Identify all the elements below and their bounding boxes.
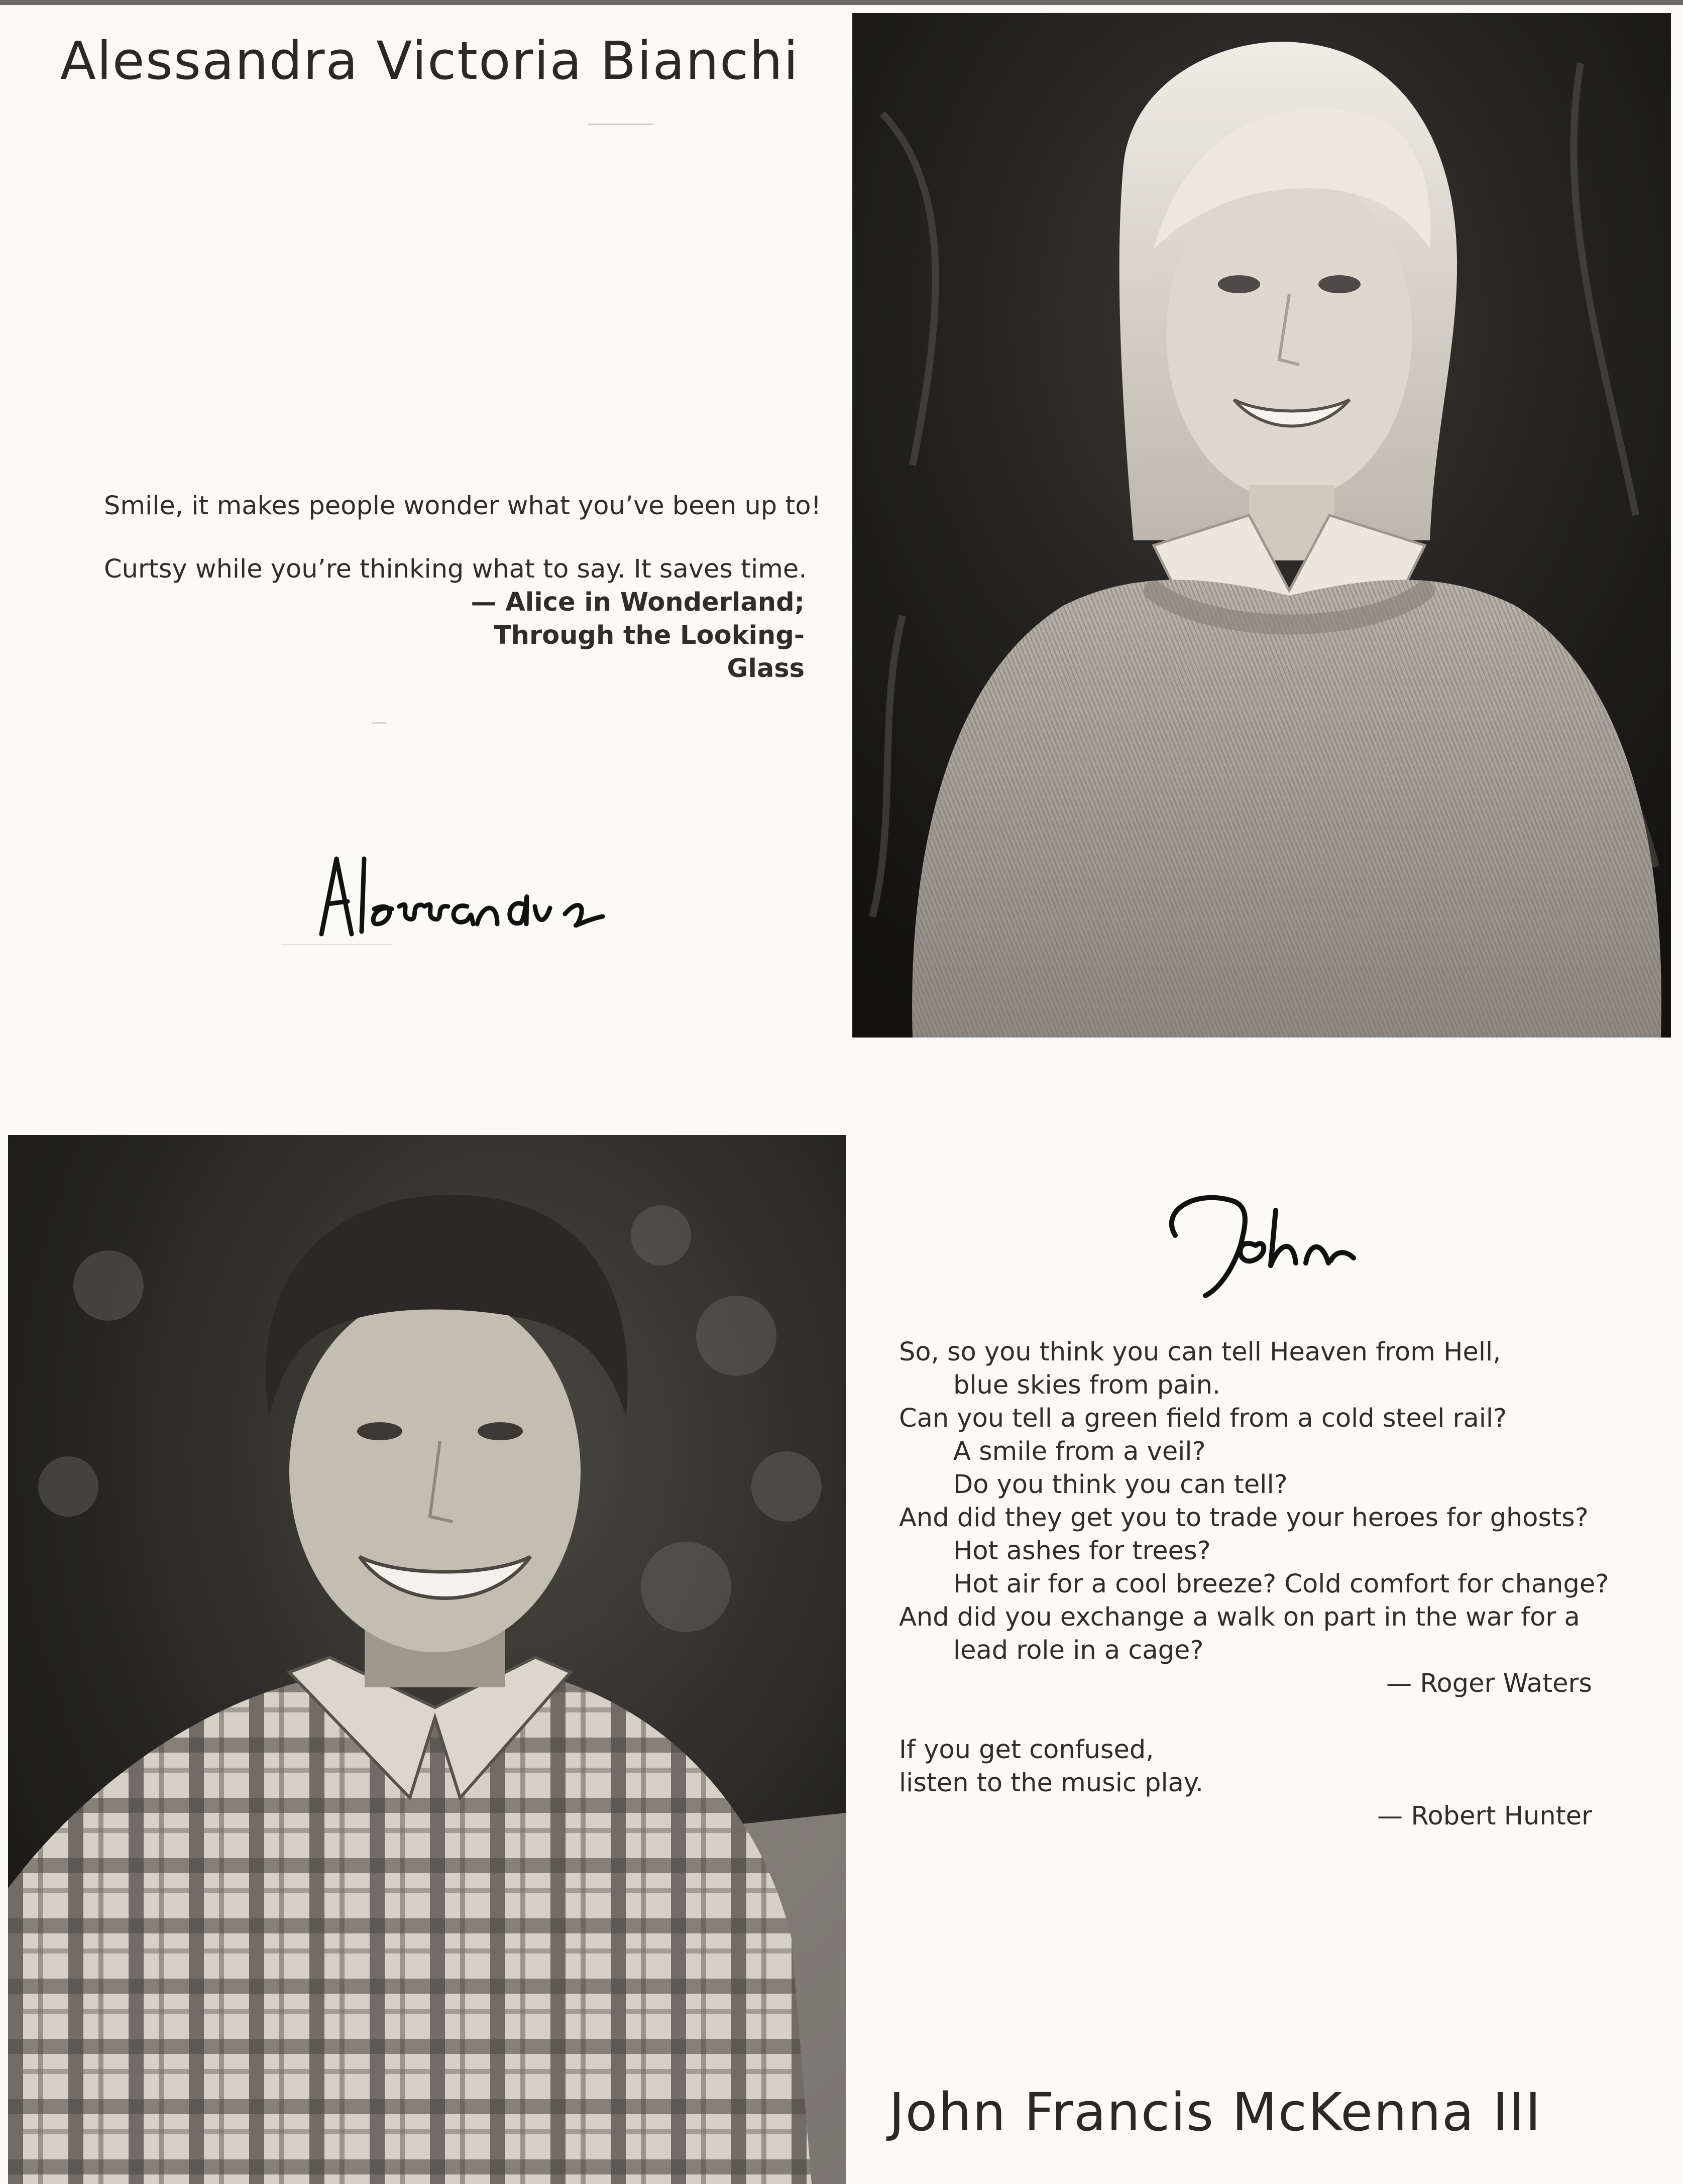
- attribution-line-1: — Alice in Wonderland;: [471, 588, 805, 617]
- poem-line: Hot ashes for trees?: [953, 1536, 1211, 1566]
- signature-alessandra: [316, 849, 618, 944]
- portrait-photo-john: [8, 1135, 846, 2184]
- poem-line: Do you think you can tell?: [953, 1470, 1288, 1500]
- quote-curtsy: Curtsy while you’re thinking what to say. It saves time.: [104, 554, 807, 584]
- attribution-line-3: Glass: [727, 654, 805, 683]
- faint-rule-signature: [281, 944, 392, 945]
- poem-attribution: — Roger Waters: [1386, 1669, 1592, 1698]
- quote-block-top: [104, 490, 822, 685]
- student-name-bottom: John Francis McKenna III: [889, 2082, 1542, 2143]
- poem-line: Can you tell a green field from a cold steel rail?: [899, 1404, 1507, 1433]
- poem-line: A smile from a veil?: [953, 1437, 1206, 1466]
- poem-line: blue skies from pain.: [953, 1370, 1221, 1400]
- quote-line: If you get confused,: [899, 1735, 1154, 1765]
- poem-block-bottom: [899, 1336, 1609, 1833]
- top-edge-rule: [0, 0, 1683, 5]
- poem-line: And did they get you to trade your heroes for ghosts?: [899, 1503, 1589, 1533]
- poem-line: lead role in a cage?: [953, 1636, 1204, 1665]
- faint-rule-mid: [372, 722, 387, 724]
- quote-smile: Smile, it makes people wonder what you’ve been up to!: [104, 491, 822, 521]
- poem-line: So, so you think you can tell Heaven from Hell,: [899, 1337, 1501, 1367]
- attribution-line-2: Through the Looking-: [493, 621, 805, 650]
- poem-line: Hot air for a cool breeze? Cold comfort for change?: [953, 1569, 1609, 1599]
- student-name-top: Alessandra Victoria Bianchi: [60, 30, 799, 91]
- quote-line: listen to the music play.: [899, 1768, 1204, 1798]
- signature-john: [1155, 1180, 1366, 1301]
- name-underline-top: [588, 124, 653, 125]
- quote-attribution: — Robert Hunter: [1377, 1801, 1592, 1831]
- portrait-photo-alessandra: [852, 13, 1671, 1038]
- poem-line: And did you exchange a walk on part in the war for a: [899, 1602, 1580, 1632]
